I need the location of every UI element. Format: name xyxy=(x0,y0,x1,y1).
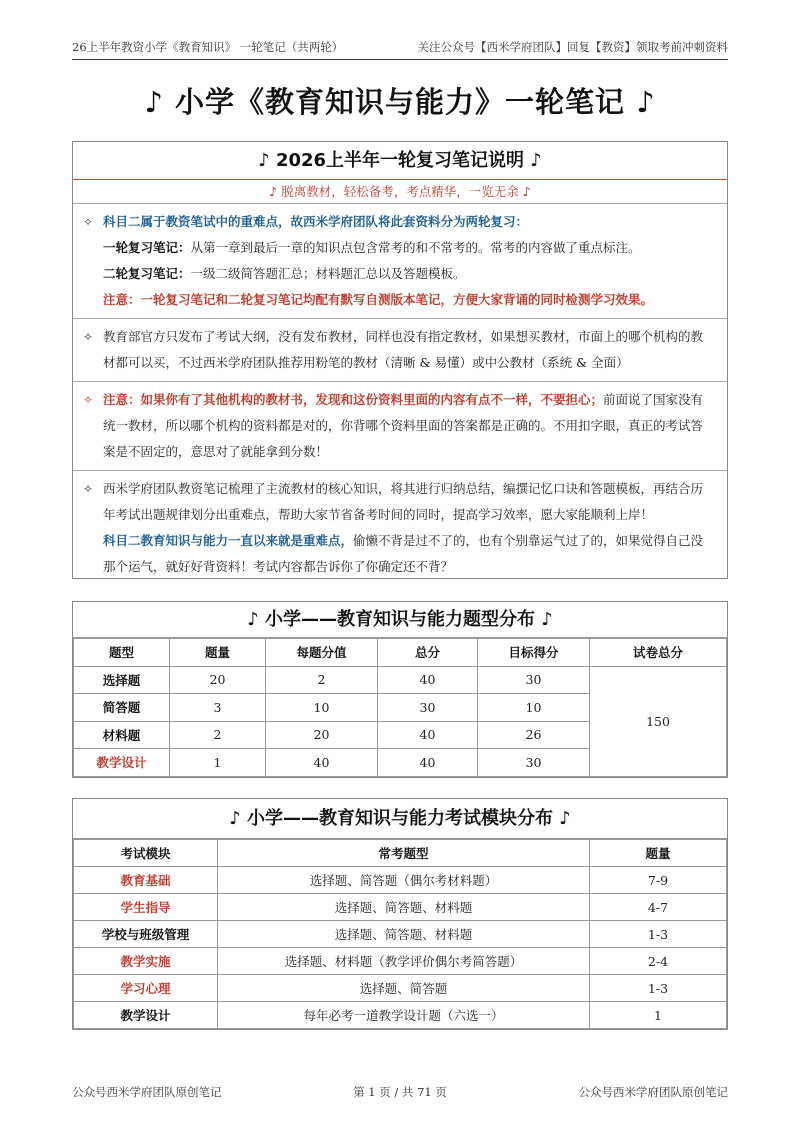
target-cell: 10 xyxy=(478,694,590,722)
table-row xyxy=(74,1002,727,1029)
s1-l1-text: 从第一章到最后一章的知识点包含常考的和不常考的。常考的内容做了重点标注。 xyxy=(190,240,641,255)
types-cell: 选择题、材料题（教学评价偶尔考简答题） xyxy=(218,948,590,975)
s1-intro: 科目二属于教资笔试中的重难点，故西米学府团队将此套资料分为两轮复习： xyxy=(103,214,529,229)
module-cell: 教育基础 xyxy=(74,867,218,894)
table-row xyxy=(74,948,727,975)
col-header: 常考题型 xyxy=(218,840,590,867)
score-cell: 10 xyxy=(266,694,378,722)
col-header: 目标得分 xyxy=(478,639,590,667)
total-cell: 40 xyxy=(378,749,478,777)
diamond-bullet-icon: ✧ xyxy=(83,393,94,407)
notes-section-3 xyxy=(73,382,727,471)
s1-line-1 xyxy=(103,235,713,261)
s3-red: 注意：如果你有了其他机构的教材书，发现和这份资料里面的内容有点不一样，不要担心； xyxy=(103,392,604,407)
modules-title: ♪ 小学——教育知识与能力考试模块分布 ♪ xyxy=(73,799,727,839)
modules-table xyxy=(73,839,727,1029)
notes-section-2 xyxy=(73,319,727,382)
running-header xyxy=(72,38,728,60)
count-cell: 7-9 xyxy=(590,867,727,894)
count-cell: 1-3 xyxy=(590,975,727,1002)
module-cell: 学习心理 xyxy=(74,975,218,1002)
total-cell: 40 xyxy=(378,666,478,694)
count-cell: 3 xyxy=(170,694,266,722)
col-header: 试卷总分 xyxy=(590,639,727,667)
modules-box xyxy=(72,798,728,1030)
types-cell: 选择题、简答题、材料题 xyxy=(218,921,590,948)
table-header-row xyxy=(74,840,727,867)
module-cell: 教学实施 xyxy=(74,948,218,975)
header-right: 关注公众号【西米学府团队】回复【教资】领取考前冲刺资料 xyxy=(417,40,728,54)
count-cell: 2-4 xyxy=(590,948,727,975)
count-cell: 1 xyxy=(170,749,266,777)
col-header: 每题分值 xyxy=(266,639,378,667)
diamond-bullet-icon: ✧ xyxy=(83,215,94,229)
col-header: 题量 xyxy=(590,840,727,867)
type-cell: 材料题 xyxy=(74,721,170,749)
s1-l1-label: 一轮复习笔记： xyxy=(103,240,191,255)
s4-para-2 xyxy=(103,528,713,580)
count-cell: 1-3 xyxy=(590,921,727,948)
notes-subtitle: ♪ 脱离教材，轻松备考，考点精华，一览无余 ♪ xyxy=(73,180,727,204)
count-cell: 2 xyxy=(170,721,266,749)
distribution-title: ♪ 小学——教育知识与能力题型分布 ♪ xyxy=(73,602,727,638)
s1-note: 注意：一轮复习笔记和二轮复习笔记均配有默写自测版本笔记，方便大家背诵的同时检测学习效果。 xyxy=(103,292,654,307)
target-cell: 30 xyxy=(478,666,590,694)
table-row xyxy=(74,894,727,921)
diamond-bullet-icon: ✧ xyxy=(83,482,94,496)
col-header: 总分 xyxy=(378,639,478,667)
s3-text: 前面说了国家没有统一教材，所以哪个机构的资料都是对的，你背哪个资料里面的答案都是正确的。不用扣字眼，真正的考试答案是不固定的，意思对了就能拿到分数！ xyxy=(103,392,704,459)
table-row xyxy=(74,666,727,694)
type-cell: 教学设计 xyxy=(74,749,170,777)
module-cell: 学生指导 xyxy=(74,894,218,921)
footer-left: 公众号西米学府团队原创笔记 xyxy=(72,1085,222,1099)
score-cell: 2 xyxy=(266,666,378,694)
count-cell: 1 xyxy=(590,1002,727,1029)
distribution-box xyxy=(72,601,728,778)
notes-box xyxy=(72,141,728,579)
table-row xyxy=(74,921,727,948)
table-row xyxy=(74,975,727,1002)
target-cell: 30 xyxy=(478,749,590,777)
col-header: 考试模块 xyxy=(74,840,218,867)
types-cell: 选择题、简答题（偶尔考材料题） xyxy=(218,867,590,894)
types-cell: 每年必考一道教学设计题（六选一） xyxy=(218,1002,590,1029)
score-cell: 40 xyxy=(266,749,378,777)
target-cell: 26 xyxy=(478,721,590,749)
header-left: 26上半年教资小学《教育知识》 一轮笔记（共两轮） xyxy=(72,40,344,54)
s3-para xyxy=(103,387,713,465)
s2-text: 教育部官方只发布了考试大纲，没有发布教材，同样也没有指定教材，如果想买教材，市面上的哪个机构的教材都可以买，不过西米学府团队推荐用粉笔的教材（清晰 & 易懂）或中公教材（系统 & 全面） xyxy=(103,329,704,370)
page-title: ♪ 小学《教育知识与能力》一轮笔记 ♪ xyxy=(144,85,656,119)
running-footer xyxy=(72,1084,728,1100)
s1-l2-text: 一级二级简答题汇总；材料题汇总以及答题模板。 xyxy=(190,266,466,281)
total-cell: 40 xyxy=(378,721,478,749)
footer-right: 公众号西米学府团队原创笔记 xyxy=(578,1085,728,1099)
s4-text2: 偷懒不背是过不了的，也有个别靠运气过了的，如果觉得自己没那个运气，就好好背资料！考试内容都告诉你了你确定还不背？ xyxy=(103,533,704,574)
table-header-row xyxy=(74,639,727,667)
paper-total-cell: 150 xyxy=(590,666,727,776)
table-row xyxy=(74,867,727,894)
module-cell: 学校与班级管理 xyxy=(74,921,218,948)
diamond-bullet-icon: ✧ xyxy=(83,330,94,344)
type-cell: 简答题 xyxy=(74,694,170,722)
s4-blue: 科目二教育知识与能力一直以来就是重难点， xyxy=(103,533,354,548)
s1-l2-label: 二轮复习笔记： xyxy=(103,266,191,281)
page-number: 第 1 页 / 共 71 页 xyxy=(353,1085,447,1099)
distribution-table xyxy=(73,638,727,777)
types-cell: 选择题、简答题、材料题 xyxy=(218,894,590,921)
notes-section-4 xyxy=(73,471,727,585)
s4-text: 西米学府团队教资笔记梳理了主流教材的核心知识，将其进行归纳总结，编撰记忆口诀和答题模板，再结合历年考试出题规律划分出重难点，帮助大家节省备考时间的同时，提高学习效率，愿大家能顺利上岸！ xyxy=(103,481,704,522)
count-cell: 4-7 xyxy=(590,894,727,921)
s1-line-2 xyxy=(103,261,713,287)
total-cell: 30 xyxy=(378,694,478,722)
count-cell: 20 xyxy=(170,666,266,694)
col-header: 题量 xyxy=(170,639,266,667)
module-cell: 教学设计 xyxy=(74,1002,218,1029)
type-cell: 选择题 xyxy=(74,666,170,694)
col-header: 题型 xyxy=(74,639,170,667)
notes-title: ♪ 2026上半年一轮复习笔记说明 ♪ xyxy=(73,142,727,180)
score-cell: 20 xyxy=(266,721,378,749)
types-cell: 选择题、简答题 xyxy=(218,975,590,1002)
notes-section-1 xyxy=(73,204,727,319)
